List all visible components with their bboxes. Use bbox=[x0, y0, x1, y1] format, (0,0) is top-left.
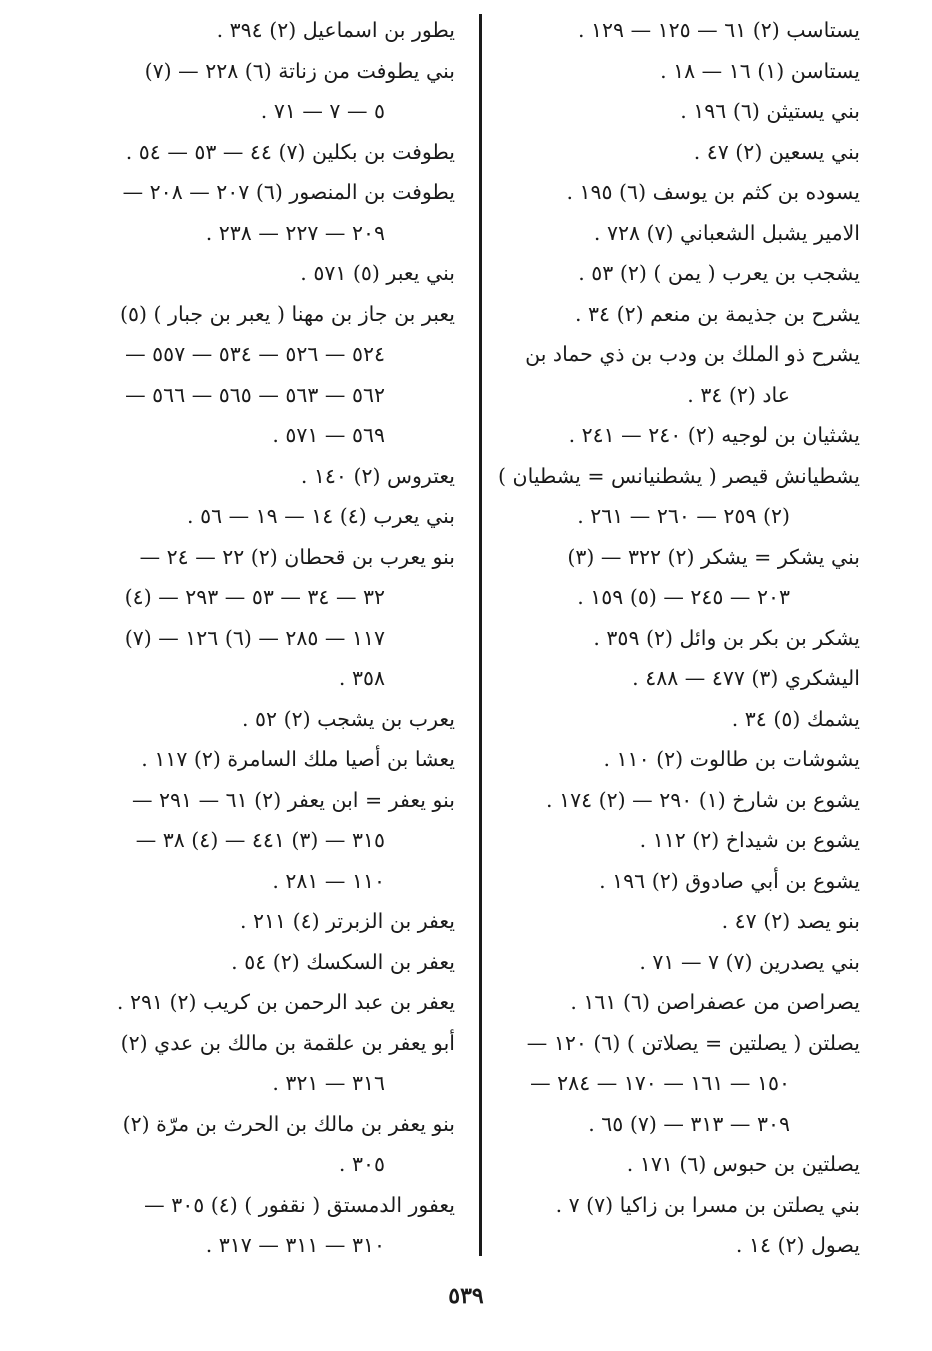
index-entry: اليشكري (٣) ٤٧٧ — ٤٨٨ . bbox=[632, 666, 860, 690]
index-entry-continuation: ٣٥٨ . bbox=[338, 666, 385, 690]
index-entry: بني يصلتن بن مسرا بن زاكيا (٧) ٧ . bbox=[555, 1192, 860, 1217]
index-column-right bbox=[475, 10, 860, 1260]
index-entry: يطوفت بن المنصور (٦) ٢٠٧ — ٢٠٨ — bbox=[122, 180, 455, 204]
index-entry: بني يعبر (٥) ٥٧١ . bbox=[300, 261, 455, 285]
index-entry: يعفر بن الزبرتر (٤) ٢١١ . bbox=[239, 909, 455, 933]
index-entry-continuation: ٥٦٢ — ٥٦٣ — ٥٦٥ — ٥٦٦ — bbox=[125, 382, 385, 407]
index-entry: يطوفت بن بكلين (٧) ٤٤ — ٥٣ — ٥٤ . bbox=[125, 139, 455, 164]
index-entry-continuation: ٣٠٩ — ٣١٣ — (٧) ٦٥ . bbox=[588, 1111, 790, 1136]
index-entry: الامير يشبل الشعباني (٧) ٧٢٨ . bbox=[593, 220, 860, 245]
index-entry: يصراصن من عصفراصن (٦) ١٦١ . bbox=[570, 990, 860, 1014]
index-entry: يصلتن ( يصلتين = يصلاتن ) (٦) ١٢٠ — bbox=[526, 1030, 860, 1055]
index-entry-continuation: ٢٠٩ — ٢٢٧ — ٢٣٨ . bbox=[205, 220, 385, 245]
index-entry-continuation: ١١٠ — ٢٨١ . bbox=[272, 868, 385, 893]
index-entry-continuation: (٢) ٢٥٩ — ٢٦٠ — ٢٦١ . bbox=[577, 504, 790, 528]
index-entry-continuation: ٣٢ — ٣٤ — ٥٣ — ٢٩٣ — (٤) bbox=[124, 585, 385, 609]
index-entry-continuation: ٣٠٥ . bbox=[338, 1152, 385, 1176]
index-entry: يشكر بن بكر بن وائل (٢) ٣٥٩ . bbox=[593, 625, 860, 650]
index-entry: بني يشكر = يشكر (٢) ٣٢٢ — (٣) bbox=[567, 544, 860, 569]
index-entry: يعتروس (٢) ١٤٠ . bbox=[300, 463, 455, 488]
index-entry: يشجب بن يعرب ( يمن ) (٢) ٥٣ . bbox=[578, 261, 860, 285]
index-entry: يشمك (٥) ٣٤ . bbox=[731, 706, 860, 731]
index-entry: يشرح ذو الملك بن ودب بن ذي حماد بن bbox=[525, 342, 860, 366]
index-entry-continuation: ٢٠٣ — ٢٤٥ — (٥) ١٥٩ . bbox=[577, 585, 790, 609]
index-entry-continuation: ٣١٠ — ٣١١ — ٣١٧ . bbox=[205, 1233, 385, 1257]
index-column-left bbox=[70, 10, 455, 1260]
index-entry: يشثيان بن لوجيه (٢) ٢٤٠ — ٢٤١ . bbox=[568, 423, 860, 447]
index-entry-continuation: ٥٦٩ — ٥٧١ . bbox=[272, 423, 385, 447]
index-entry: بني يستيثن (٦) ١٩٦ . bbox=[680, 99, 860, 123]
index-entry: يعفر بن عبد الرحمن بن كريب (٢) ٢٩١ . bbox=[116, 990, 455, 1014]
index-entry: بني يسعين (٢) ٤٧ . bbox=[693, 139, 860, 164]
index-entry: يشطيانش قيصر ( يشطنيانس = يشطيان ) bbox=[498, 463, 860, 488]
index-entry: بني يطوفت من زناتة (٦) ٢٢٨ — (٧) bbox=[144, 58, 455, 83]
index-entry: بنو يعفر = ابن يعفر (٢) ٦١ — ٢٩١ — bbox=[132, 787, 455, 812]
index-entry-continuation: عاد (٢) ٣٤ . bbox=[687, 382, 790, 407]
index-entry: يشرح بن جذيمة بن منعم (٢) ٣٤ . bbox=[574, 301, 860, 326]
index-entry: يسوده بن كثم بن يوسف (٦) ١٩٥ . bbox=[566, 180, 860, 204]
index-entry: أبو يعفر بن علقمة بن مالك بن عدي (٢) bbox=[120, 1030, 455, 1055]
index-entry: بني يعرب (٤) ١٤ — ١٩ — ٥٦ . bbox=[187, 504, 455, 528]
index-entry: يشوع بن شارخ (١) ٢٩٠ — (٢) ١٧٤ . bbox=[546, 787, 860, 812]
index-entry-continuation: ٥ — ٧ — ٧١ . bbox=[260, 99, 385, 123]
index-entry: يعبر بن جاز بن مهنا ( يعبر بن جبار ) (٥) bbox=[120, 301, 455, 326]
index-entry: يشوع بن شيداخ (٢) ١١٢ . bbox=[639, 828, 860, 852]
index-entry: بنو يعرب بن قحطان (٢) ٢٢ — ٢٤ — bbox=[139, 544, 455, 569]
index-entry: بني يصدرين (٧) ٧ — ٧١ . bbox=[639, 949, 860, 974]
index-entry: يشوع بن أبي صادوق (٢) ١٩٦ . bbox=[599, 868, 860, 893]
index-entry: بنو يصد (٢) ٤٧ . bbox=[721, 909, 860, 933]
index-entry-continuation: ٥٢٤ — ٥٢٦ — ٥٣٤ — ٥٥٧ — bbox=[125, 342, 385, 366]
index-entry-continuation: ١٥٠ — ١٦١ — ١٧٠ — ٢٨٤ — bbox=[530, 1071, 790, 1095]
index-entry: يطور بن اسماعيل (٢) ٣٩٤ . bbox=[216, 18, 455, 42]
index-entry: بنو يعفر بن مالك بن الحرث بن مرّة (٢) bbox=[122, 1111, 455, 1136]
page-number: ٥٣٩ bbox=[448, 1283, 484, 1309]
index-entry: يعشا بن أصيا ملك السامرة (٢) ١١٧ . bbox=[141, 747, 455, 771]
index-entry-continuation: ٣١٥ — (٣) ٤٤١ — (٤) ٣٨ — bbox=[135, 828, 385, 852]
column-divider-rule bbox=[479, 14, 482, 1256]
index-entry: يعفور الدمستق ( نقفور ) (٤) ٣٠٥ — bbox=[144, 1192, 455, 1217]
index-entry: يعفر بن السكسك (٢) ٥٤ . bbox=[231, 949, 455, 974]
index-entry-continuation: ١١٧ — ٢٨٥ — (٦) ١٢٦ — (٧) bbox=[124, 625, 385, 650]
index-entry: يصلتين بن حبوس (٦) ١٧١ . bbox=[626, 1152, 860, 1176]
index-entry: يعرب بن يشجب (٢) ٥٢ . bbox=[241, 706, 455, 731]
index-entry: يصول (٢) ١٤ . bbox=[735, 1233, 860, 1257]
index-entry: يستاسب (٢) ٦١ — ١٢٥ — ١٢٩ . bbox=[577, 18, 860, 42]
index-entry: يشوشات بن طالوت (٢) ١١٠ . bbox=[603, 747, 860, 771]
index-entry-continuation: ٣١٦ — ٣٢١ . bbox=[272, 1071, 385, 1095]
index-entry: يستاسن (١) ١٦ — ١٨ . bbox=[660, 58, 860, 83]
